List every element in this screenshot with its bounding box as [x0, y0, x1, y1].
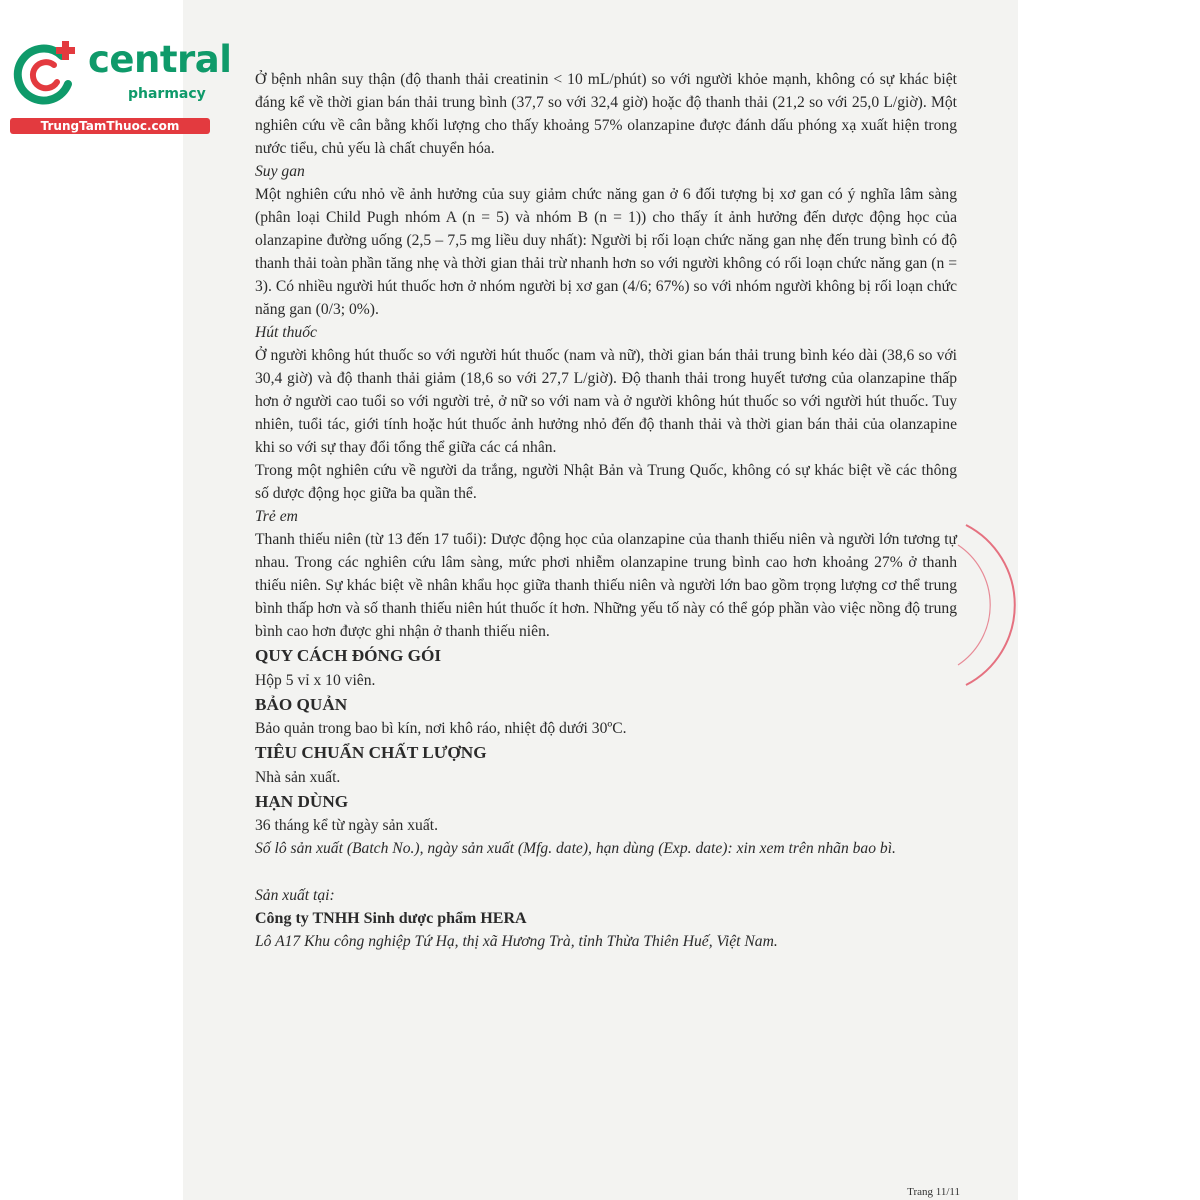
- logo-tagline: pharmacy: [128, 86, 206, 102]
- paragraph-smoking: Ở người không hút thuốc so với người hút thuốc (nam và nữ), thời gian bán thải trung bình kéo dài (38,6 so với 30,4 giờ) và độ thanh thải giảm (18,6 so với 27,7 L/giờ). Độ thanh thải trong huyết tương của olanzapine thấp hơn ở người cao tuổi so với người trẻ, ở nữ so với nam và ở người không hút thuốc so với người hút thuốc. Tuy nhiên, tuổi tác, giới tính hoặc hút thuốc ảnh hưởng nhỏ đến độ thanh thải và thời gian bán thải của olanzapine khi so với sự thay đổi tổng thể giữa các cá nhân.: [255, 347, 957, 456]
- company-address: Lô A17 Khu công nghiệp Tứ Hạ, thị xã Hương Trà, tỉnh Thừa Thiên Huế, Việt Nam.: [255, 933, 778, 950]
- paragraph-children: Thanh thiếu niên (từ 13 đến 17 tuổi): Dược động học của olanzapine của thanh thiếu niên và người lớn tương tự nhau. Trong các nghiên cứu lâm sàng, mức phơi nhiễm olanzapine trung bình cao hơn khoảng 27% ở thanh thiếu niên. Sự khác biệt về nhân khẩu học giữa thanh thiếu niên và người lớn bao gồm trọng lượng cơ thể trung bình thấp hơn và số thanh thiếu niên hút thuốc ít hơn. Những yếu tố này có thể góp phần vào việc nồng độ trung bình cao hơn được ghi nhận ở thanh thiếu niên.: [255, 531, 957, 640]
- manufactured-at-label: Sản xuất tại:: [255, 887, 335, 904]
- paragraph-expiry: 36 tháng kể từ ngày sản xuất.: [255, 817, 438, 834]
- paragraph-quality: Nhà sản xuất.: [255, 768, 341, 786]
- logo-brand: central: [88, 38, 232, 81]
- spacer: [255, 860, 957, 884]
- document-body: [255, 68, 957, 953]
- heading-storage: BẢO QUẢN: [255, 694, 348, 714]
- paragraph-packaging: Hộp 5 vỉ x 10 viên.: [255, 671, 376, 689]
- subheading-liver: Suy gan: [255, 163, 305, 180]
- company-stamp-icon: [956, 515, 1036, 695]
- page-number: Trang 11/11: [907, 1186, 960, 1198]
- paragraph-batch: Số lô sản xuất (Batch No.), ngày sản xuất (Mfg. date), hạn dùng (Exp. date): xin xem trên nhãn bao bì.: [255, 840, 896, 857]
- heading-expiry: HẠN DÙNG: [255, 791, 349, 811]
- company-name: Công ty TNHH Sinh dược phẩm HERA: [255, 910, 527, 927]
- paragraph-liver: Một nghiên cứu nhỏ về ảnh hưởng của suy giảm chức năng gan ở 6 đối tượng bị xơ gan có ý nghĩa lâm sàng (phân loại Child Pugh nhóm A (n = 5) và nhóm B (n = 1)) cho thấy ít ảnh hưởng đến dược động học của olanzapine đường uống (2,5 – 7,5 mg liều duy nhất): Người bị rối loạn chức năng gan nhẹ đến trung bình có độ thanh thải toàn phần tăng nhẹ và thời gian thải trừ nhanh hơn so với người không có rối loạn chức năng gan (n = 3). Có nhiều người hút thuốc hơn ở nhóm người bị xơ gan (4/6; 67%) so với nhóm người không bị rối loạn chức năng gan (0/3; 0%).: [255, 186, 957, 318]
- paragraph-storage: Bảo quản trong bao bì kín, nơi khô ráo, nhiệt độ dưới 30ºC.: [255, 720, 627, 737]
- paragraph-renal: Ở bệnh nhân suy thận (độ thanh thải creatinin < 10 mL/phút) so với người khỏe mạnh, không có sự khác biệt đáng kể về thời gian bán thải trung bình (37,7 so với 32,4 giờ) hoặc độ thanh thải (21,2 so với 25,0 L/giờ). Một nghiên cứu về cân bằng khối lượng cho thấy khoảng 57% olanzapine được đánh dấu phóng xạ xuất hiện trong nước tiểu, chủ yếu là chất chuyển hóa.: [255, 71, 957, 157]
- central-pharmacy-logo[interactable]: [10, 38, 232, 138]
- logo-mark-icon: [10, 38, 82, 110]
- logo-site: TrungTamThuoc.com: [10, 118, 210, 134]
- subheading-children: Trẻ em: [255, 508, 298, 525]
- paragraph-race: Trong một nghiên cứu về người da trắng, người Nhật Bản và Trung Quốc, không có sự khác biệt về các thông số dược động học giữa ba quần thể.: [255, 462, 957, 502]
- heading-packaging: QUY CÁCH ĐÓNG GÓI: [255, 646, 442, 665]
- heading-quality: TIÊU CHUẨN CHẤT LƯỢNG: [255, 743, 487, 762]
- subheading-smoking: Hút thuốc: [255, 324, 317, 341]
